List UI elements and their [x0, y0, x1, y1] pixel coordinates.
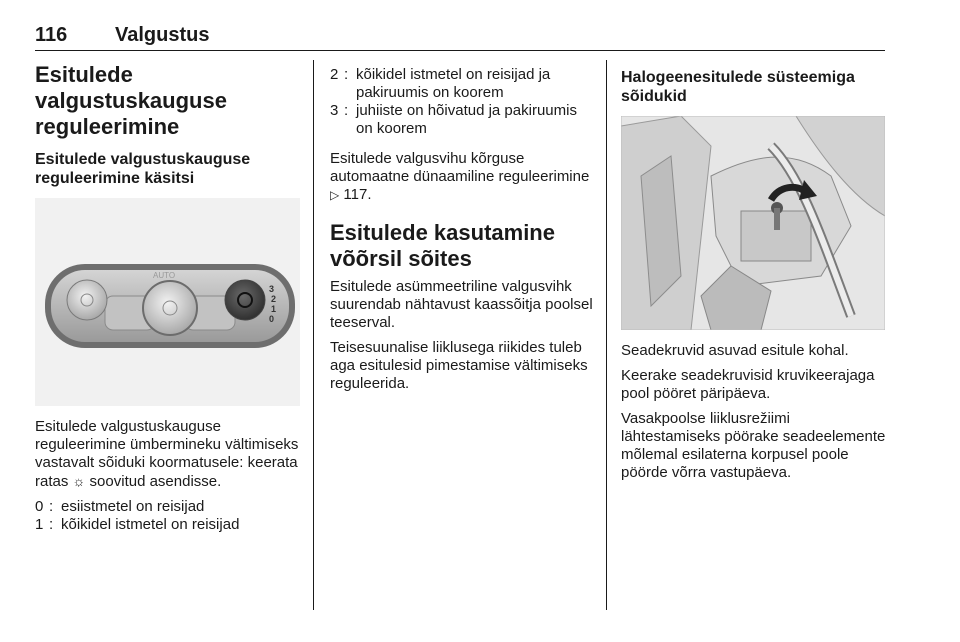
- list-item-text: kõikidel istmetel on reisijad ja pakiruumis on koorem: [356, 66, 551, 101]
- column-divider-1: [313, 60, 314, 610]
- manual-adjust-paragraph: [35, 418, 300, 491]
- list-item-number: 1: [35, 516, 44, 533]
- list-item-text: esiistmetel on reisijad: [61, 498, 205, 515]
- position-label-2: 2: [271, 294, 277, 304]
- list-item: 0 : esiistmetel on reisijad: [35, 498, 300, 516]
- column-3: [621, 68, 886, 489]
- headlight-switch-figure: [35, 198, 300, 406]
- auto-leveling-text: Esitulede valgusvihu kõrguse automaatne dünaamiline reguleerimine: [330, 150, 590, 185]
- reset-left-traffic-paragraph: Vasakpoolse liiklusrežiimi lähtestamiseks pöörake seadeelemente mõlemal esilaterna korpusel poole pöörde võrra vastupäeva.: [621, 410, 886, 481]
- auto-leveling-paragraph: [330, 150, 595, 204]
- header-rule: [35, 50, 885, 51]
- adjust-abroad-paragraph: Teisesuunalise liiklusega riikides tuleb aga esitulesid pimestamise vältimiseks reguleerida.: [330, 339, 588, 392]
- list-item-number: 0: [35, 498, 44, 515]
- headlamp-adjust-illustration: [621, 116, 885, 330]
- headlight-range-icon: ☼: [72, 473, 86, 489]
- asymmetric-beam-paragraph: Esitulede asümmeetriline valgusvihk suurendab nähtavust kaassõitja poolsel teeserval.: [330, 278, 593, 331]
- column-1: [35, 62, 300, 534]
- position-label-0: 0: [269, 314, 275, 324]
- manual-adjust-text-end: soovitud asendisse.: [89, 473, 222, 490]
- list-item: 3 : juhiiste on hõivatud ja pakiruumis on koorem: [330, 102, 595, 138]
- list-item-number: 3: [330, 102, 339, 119]
- halogen-heading: Halogeenesitulede süsteemiga sõidukid: [621, 69, 855, 105]
- manual-adjust-text: Esitulede valgustuskauguse reguleerimine ümbermineku vältimiseks vastavalt sõiduki koormatusele: keerata ratas: [35, 418, 299, 490]
- list-item: 2 : kõikidel istmetel on reisijad ja pakiruumis on koorem: [330, 66, 595, 102]
- position-list-1: [35, 498, 300, 534]
- screws-location-paragraph: Seadekruvid asuvad esitule kohal.: [621, 342, 849, 359]
- position-label-3: 3: [269, 284, 275, 294]
- column-divider-2: [606, 60, 607, 610]
- headlamp-figure: [621, 116, 885, 330]
- auto-label: AUTO: [153, 271, 176, 280]
- section-heading-abroad: Esitulede kasutamine võõrsil sõites: [330, 220, 555, 271]
- page-reference-icon: ▷: [330, 188, 340, 202]
- subsection-title: Esitulede valgustuskauguse reguleerimine käsitsi: [35, 151, 251, 187]
- chapter-title: Valgustus: [115, 24, 210, 46]
- page-number: 116: [35, 24, 68, 46]
- position-list-2: [330, 66, 595, 138]
- headlight-switch-illustration: [35, 198, 300, 406]
- page-header: [35, 24, 885, 52]
- turn-screws-paragraph: Keerake seadekruvisid kruvikeerajaga pool pööret päripäeva.: [621, 367, 875, 402]
- position-label-1: 1: [271, 304, 277, 314]
- list-item-text: juhiiste on hõivatud ja pakiruumis on koorem: [356, 102, 577, 137]
- page-reference-link[interactable]: 117.: [343, 186, 372, 203]
- section-title: Esitulede valgustuskauguse reguleerimine: [35, 62, 227, 139]
- column-2: [330, 66, 595, 400]
- list-item-text: kõikidel istmetel on reisijad: [61, 516, 240, 533]
- list-item: 1 : kõikidel istmetel on reisijad: [35, 516, 300, 534]
- list-item-number: 2: [330, 66, 339, 83]
